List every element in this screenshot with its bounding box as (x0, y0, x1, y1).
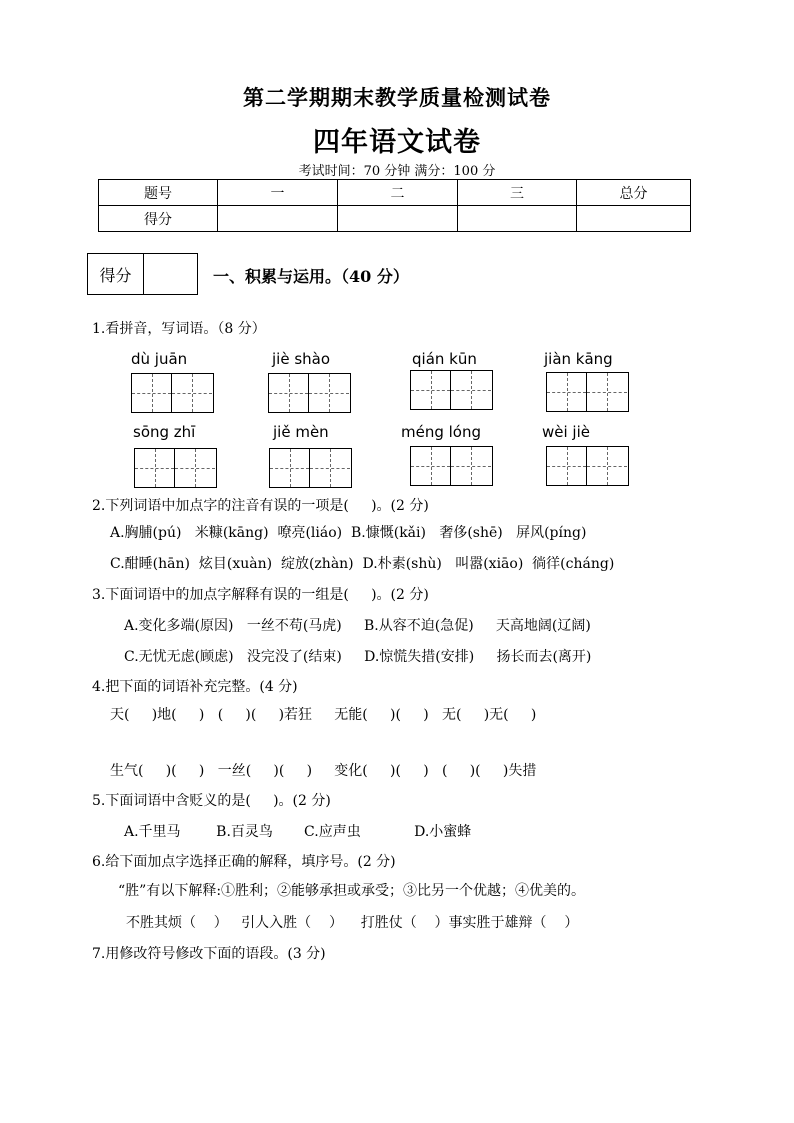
section-score-blank[interactable] (144, 254, 197, 294)
pinyin-label: méng lóng (401, 423, 482, 441)
question-4-blanks[interactable]: 天( )地( ) ( )( )若狂 无能( )( ) 无( )无( ) (110, 707, 537, 723)
score-table-cell: 总分 (577, 180, 691, 206)
character-box[interactable] (410, 370, 493, 410)
question-5-prompt: 5.下面词语中含贬义的是( )。(2 分) (92, 793, 331, 809)
section-score-label: 得分 (88, 254, 144, 294)
character-box[interactable] (269, 448, 352, 488)
score-table-cell: 一 (218, 180, 338, 206)
question-6-definitions: “胜”有以下解释:①胜利；②能够承担或承受；③比另一个优越；④优美的。 (118, 883, 586, 899)
score-table-score-row (99, 206, 691, 232)
question-1-prompt: 1.看拼音，写词语。（8 分） (92, 321, 266, 337)
character-box[interactable] (546, 446, 629, 486)
pinyin-label: jiàn kāng (544, 350, 613, 368)
question-2-prompt: 2.下列词语中加点字的注音有误的一项是( )。(2 分) (92, 498, 429, 514)
score-table-cell: 题号 (99, 180, 218, 206)
question-6-prompt: 6.给下面加点字选择正确的解释，填序号。(2 分) (92, 854, 396, 870)
character-box[interactable] (268, 373, 351, 413)
question-7-prompt: 7.用修改符号修改下面的语段。(3 分) (92, 946, 326, 962)
pinyin-label: wèi jiè (542, 423, 590, 441)
score-table-header-row (99, 180, 691, 206)
score-table (98, 179, 691, 232)
pinyin-label: jiě mèn (273, 423, 329, 441)
pinyin-label: qián kūn (412, 350, 477, 368)
question-5-options: A.千里马 B.百灵鸟 C.应声虫 D.小蜜蜂 (124, 824, 472, 840)
score-table-blank[interactable] (458, 206, 577, 232)
exam-subtitle: 四年语文试卷 (313, 127, 481, 158)
question-2-options: A.胸脯(pú) 米糠(kāng) 嘹亮(liáo) B.慷慨(kǎi) 奢侈(shē) 屏风(píng) (110, 525, 587, 541)
question-3-options: A.变化多端(原因) 一丝不苟(马虎) B.从容不迫(急促) 天高地阔(辽阔) (124, 618, 591, 634)
section-score-box (87, 253, 198, 295)
score-table-blank[interactable] (577, 206, 691, 232)
character-box[interactable] (410, 446, 493, 486)
pinyin-label: sōng zhī (133, 423, 196, 441)
score-table-cell: 得分 (99, 206, 218, 232)
character-box[interactable] (131, 373, 214, 413)
question-3-options: C.无忧无虑(顾虑) 没完没了(结束) D.惊慌失措(安排) 扬长而去(离开) (124, 649, 592, 665)
score-table-cell: 二 (338, 180, 458, 206)
exam-title: 第二学期期末教学质量检测试卷 (243, 85, 551, 110)
question-2-options: C.酣睡(hān) 炫目(xuàn) 绽放(zhàn) D.朴素(shù) 叫嚣(xiāo) 徜徉(cháng) (110, 556, 615, 572)
score-table-blank[interactable] (218, 206, 338, 232)
section-title: 一、积累与运用。（40 分） (213, 267, 409, 286)
question-4-blanks[interactable]: 生气( )( ) 一丝( )( ) 变化( )( ) ( )( )失措 (110, 763, 537, 779)
question-4-prompt: 4.把下面的词语补充完整。(4 分) (92, 679, 298, 695)
character-box[interactable] (134, 448, 217, 488)
pinyin-label: jiè shào (272, 350, 331, 368)
score-table-blank[interactable] (338, 206, 458, 232)
score-table-cell: 三 (458, 180, 577, 206)
exam-meta: 考试时间：70 分钟 满分：100 分 (298, 164, 496, 179)
question-3-prompt: 3.下面词语中的加点字解释有误的一组是( )。(2 分) (92, 587, 429, 603)
question-6-blanks[interactable]: 不胜其烦（ ） 引人入胜（ ） 打胜仗（ ）事实胜于雄辩（ ） (126, 915, 579, 931)
character-box[interactable] (546, 372, 629, 412)
pinyin-label: dù juān (131, 350, 188, 368)
